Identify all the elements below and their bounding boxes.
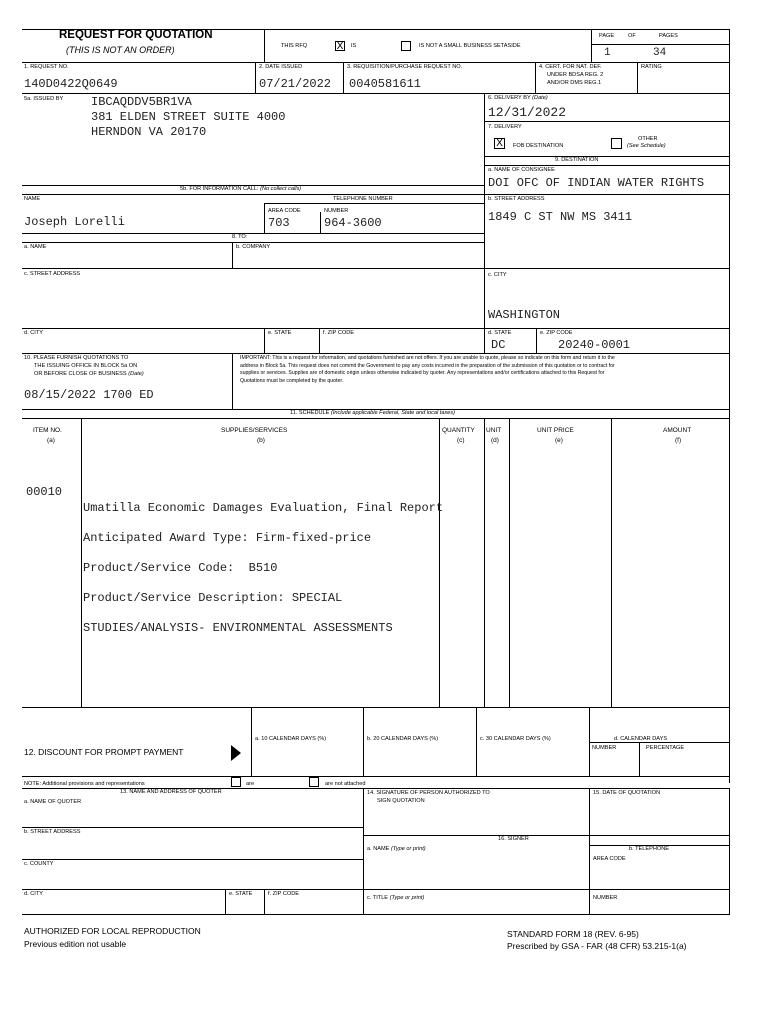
item-description	[83, 486, 443, 651]
is-not-setaside-checkbox[interactable]	[401, 41, 411, 51]
dest-street-value: 1849 C ST NW MS 3411	[488, 210, 633, 224]
to-state-label: e. STATE	[268, 330, 292, 336]
issued-by-code: IBCAQDDV5BR1VA	[91, 95, 192, 109]
dest-city-value: WASHINGTON	[488, 308, 561, 322]
footer-prescribed-by: Prescribed by GSA - FAR (48 CFR) 53.215-1(a)	[507, 941, 687, 951]
to-street-label: c. STREET ADDRESS	[24, 271, 81, 277]
fob-destination-checkbox[interactable]: X	[494, 138, 505, 149]
dest-zip-value: 20240-0001	[558, 338, 631, 352]
delivery-by-date: 12/31/2022	[488, 105, 567, 120]
are-label: are	[246, 781, 255, 787]
date-of-quotation-label: 15. DATE OF QUOTATION	[593, 790, 661, 796]
furnish-label-2: THE ISSUING OFFICE IN BLOCK 5a ON	[34, 363, 138, 369]
rating-label: RATING	[641, 64, 662, 70]
schedule-title: 11. SCHEDULE (Include applicable Federal, State and local taxes)	[290, 410, 456, 416]
form-subtitle: (THIS IS NOT AN ORDER)	[66, 45, 175, 55]
consignee-value: DOI OFC OF INDIAN WATER RIGHTS	[488, 176, 705, 190]
of-label: OF	[628, 33, 636, 39]
discount-percentage-label: PERCENTAGE	[646, 745, 685, 751]
requisition-label: 3. REQUISITION/PURCHASE REQUEST NO.	[347, 64, 463, 70]
issued-by-city: HERNDON VA 20170	[91, 125, 207, 139]
area-code-label: AREA CODE	[268, 208, 301, 214]
col-item-no: ITEM NO.	[33, 427, 62, 434]
to-name-label: a. NAME	[24, 244, 47, 250]
to-company-label: b. COMPANY	[236, 244, 271, 250]
quoter-state-label: e. STATE	[229, 891, 253, 897]
is-label: IS	[351, 43, 357, 49]
description-line: Umatilla Economic Damages Evaluation, Final Report	[83, 501, 444, 515]
dest-state-value: DC	[491, 338, 506, 352]
footer-previous-edition: Previous edition not usable	[24, 939, 127, 949]
quoter-title: 13. NAME AND ADDRESS OF QUOTER	[120, 789, 222, 795]
other-note: (See Schedule)	[627, 143, 666, 149]
signer-telephone-label: b. TELEPHONE	[629, 846, 670, 852]
this-rfq-label: THIS RFQ	[281, 43, 308, 49]
phone-number-value: 964-3600	[324, 216, 382, 230]
requisition-value: 0040581611	[349, 77, 422, 91]
contact-name-label: NAME	[24, 196, 41, 202]
furnish-label-1: 10. PLEASE FURNISH QUOTATIONS TO	[24, 355, 129, 361]
col-unit-price: UNIT PRICE	[537, 427, 574, 434]
col-unit: UNIT	[486, 427, 502, 434]
discount-10-label: a. 10 CALENDAR DAYS (%)	[255, 736, 327, 742]
description-line: Product/Service Description: SPECIAL	[83, 591, 343, 605]
provisions-are-not-checkbox[interactable]	[309, 777, 319, 787]
issued-by-label: 5a. ISSUED BY	[24, 96, 64, 102]
col-quantity-sub: (c)	[457, 437, 465, 444]
col-supplies: SUPPLIES/SERVICES	[221, 427, 288, 434]
pages-label: PAGES	[659, 33, 678, 39]
contact-name-value: Joseph Lorelli	[24, 215, 125, 229]
other-label: OTHER	[638, 136, 658, 142]
quoter-zip-label: f. ZIP CODE	[268, 891, 299, 897]
col-amount: AMOUNT	[663, 427, 692, 434]
col-item-no-sub: (a)	[47, 437, 55, 444]
discount-days-label: d. CALENDAR DAYS	[614, 736, 668, 742]
fob-destination-label: FOB DESTINATION	[513, 143, 564, 149]
col-unit-sub: (d)	[491, 437, 499, 444]
area-code-value: 703	[268, 216, 290, 230]
phone-number-label: NUMBER	[324, 208, 349, 214]
provisions-are-checkbox[interactable]	[231, 777, 241, 787]
signer-title: 16. SIGNER	[498, 836, 529, 842]
quoter-street-label: b. STREET ADDRESS	[24, 829, 81, 835]
note-label: NOTE: Additional provisions and representations	[24, 781, 145, 787]
footer-reproduction: AUTHORIZED FOR LOCAL REPRODUCTION	[24, 926, 201, 936]
delivery-label: 7. DELIVERY	[488, 124, 522, 130]
discount-number-label: NUMBER	[592, 745, 617, 751]
arrow-right-icon	[231, 745, 241, 761]
is-setaside-checkbox[interactable]: X	[336, 41, 344, 52]
delivery-by-label: 6. DELIVERY BY (Date)	[488, 95, 548, 101]
page-number: 1	[604, 47, 611, 59]
request-no-value: 140D0422Q0649	[24, 77, 118, 91]
dest-city-label: c. CITY	[488, 272, 507, 278]
footer-form-number: STANDARD FORM 18 (REV. 6-95)	[507, 929, 639, 939]
dest-street-label: b. STREET ADDRESS	[488, 196, 545, 202]
furnish-label-3: OR BEFORE CLOSE OF BUSINESS (Date)	[34, 371, 144, 377]
discount-label: 12. DISCOUNT FOR PROMPT PAYMENT	[24, 747, 184, 757]
cert-label-3: AND/OR DMS REG.1	[547, 80, 602, 86]
description-line: STUDIES/ANALYSIS- ENVIRONMENTAL ASSESSMENTS	[83, 621, 393, 635]
destination-label: 9. DESTINATION	[555, 157, 599, 163]
date-issued-value: 07/21/2022	[259, 77, 332, 91]
discount-30-label: c. 30 CALENDAR DAYS (%)	[480, 736, 551, 742]
consignee-label: a. NAME OF CONSIGNEE	[488, 167, 555, 173]
telephone-label: TELEPHONE NUMBER	[333, 196, 393, 202]
to-city-label: d. CITY	[24, 330, 43, 336]
issued-by-street: 381 ELDEN STREET SUITE 4000	[91, 110, 286, 124]
col-quantity: QUANTITY	[442, 427, 475, 434]
signer-title-label: c. TITLE (Type or print)	[367, 895, 425, 901]
form-title: REQUEST FOR QUOTATION	[59, 29, 213, 41]
dest-state-label: d. STATE	[488, 330, 512, 336]
discount-20-label: b. 20 CALENDAR DAYS (%)	[367, 736, 439, 742]
description-line: Anticipated Award Type: Firm-fixed-price	[83, 531, 372, 545]
signer-number-label: NUMBER	[593, 895, 618, 901]
quoter-city-label: d. CITY	[24, 891, 43, 897]
to-label: 8. TO:	[232, 234, 248, 240]
dest-zip-label: e. ZIP CODE	[540, 330, 573, 336]
item-number: 00010	[26, 485, 63, 499]
col-unit-price-sub: (e)	[555, 437, 563, 444]
are-not-label: are not attached	[325, 781, 366, 787]
signature-label-2: SIGN QUOTATION	[377, 798, 425, 804]
to-zip-label: f. ZIP CODE	[323, 330, 354, 336]
important-notice: IMPORTANT: This is a request for information, and quotations furnished are not offers. If you are unable to quote, please so indicate on this form and return it to the address in Block 5a. This request does not commit the Government to pay any costs incurred in the preparation of the submission of this quotation or to contract for supplies or services. Supplies are of domestic origin unless otherwise indicated by quoter. Any representations and/or certifications attached to this Request for Quotations must be completed by the quoter.	[240, 355, 615, 384]
signer-name-label: a. NAME (Type or print)	[367, 846, 426, 852]
total-pages: 34	[653, 47, 667, 59]
description-line: Product/Service Code: B510	[83, 561, 278, 575]
page-label: PAGE	[599, 33, 615, 39]
signature-label-1: 14. SIGNATURE OF PERSON AUTHORIZED TO	[367, 790, 490, 796]
cert-label-1: 4. CERT. FOR NAT. DEF.	[539, 64, 602, 70]
request-no-label: 1. REQUEST NO.	[24, 64, 69, 70]
is-not-label: IS NOT A SMALL BUSINESS SETASIDE	[419, 43, 521, 49]
signer-area-code-label: AREA CODE	[593, 856, 626, 862]
col-supplies-sub: (b)	[257, 437, 265, 444]
quote-due-value: 08/15/2022 1700 ED	[24, 388, 154, 402]
cert-label-2: UNDER BDSA REG. 2	[547, 72, 604, 78]
date-issued-label: 2. DATE ISSUED	[259, 64, 303, 70]
quoter-name-label: a. NAME OF QUOTER	[24, 799, 82, 805]
other-delivery-checkbox[interactable]	[611, 138, 622, 149]
quoter-county-label: c. COUNTY	[24, 861, 54, 867]
col-amount-sub: (f)	[675, 437, 682, 444]
info-call-label: 5b. FOR INFORMATION CALL: (No collect calls)	[180, 186, 302, 192]
